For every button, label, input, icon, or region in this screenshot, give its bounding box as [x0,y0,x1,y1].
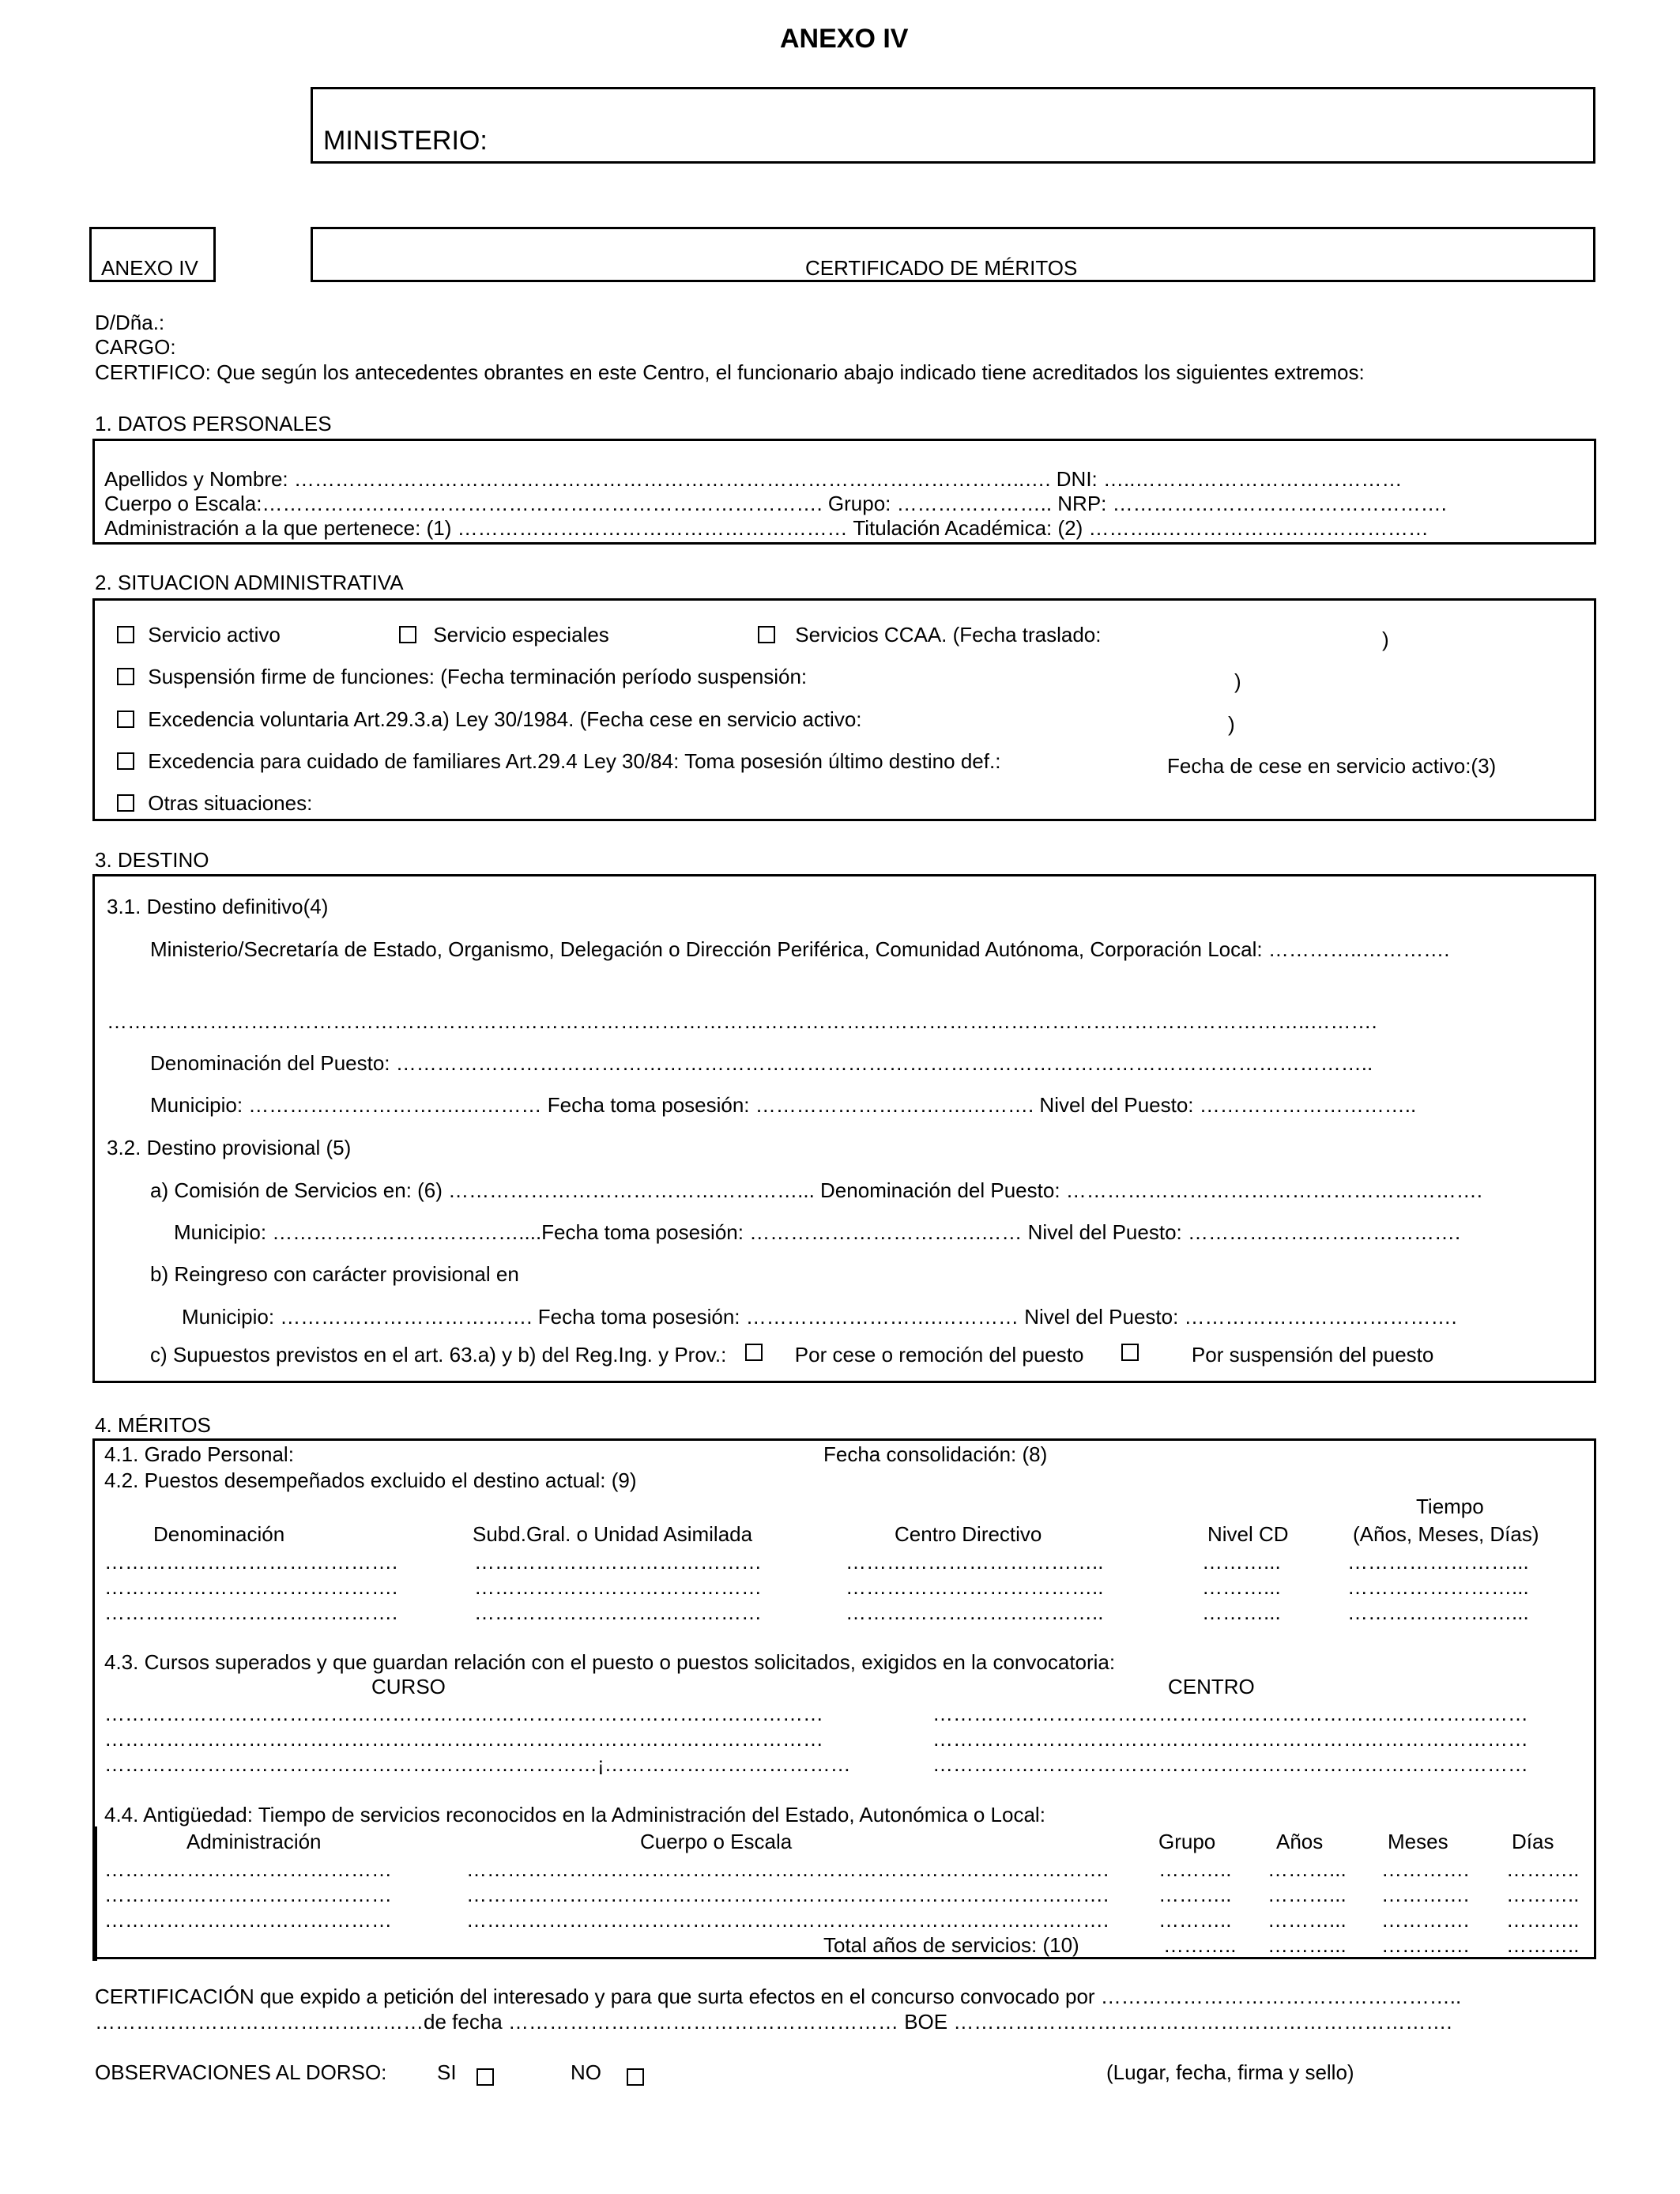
puestos-row-1-nivel[interactable]: ………... [1202,1550,1281,1574]
destino-provisional-heading: 3.2. Destino provisional (5) [107,1136,352,1159]
ant-row-3-dias[interactable]: ……….. [1506,1908,1580,1932]
comision-servicios-line[interactable]: a) Comisión de Servicios en: (6) ……………………………………………... Denominación del Puesto: ……………………………………………………. [150,1178,1483,1202]
servicios-ccaa-label: Servicios CCAA. (Fecha traslado: [795,623,1102,647]
centro-row-3[interactable]: …………………………………………………………………………… [932,1754,1528,1774]
destino-dots-line[interactable]: …………………………………………………………………………………………………………………………………………………………..………. [107,1011,1377,1031]
ministerio-organismo-line[interactable]: Ministerio/Secretaría de Estado, Organismo, Delegación o Dirección Periférica, Comunidad Autónoma, Corporación Local: …………..…………. [150,937,1450,961]
ant-row-2-cuerpo[interactable]: …………………………………………………………………………………. [466,1883,1109,1906]
section-3-heading: 3. DESTINO [95,848,209,872]
no-label: NO [571,2060,601,2084]
curso-row-3[interactable]: ………………………………………………………………¡……………………………… [104,1754,851,1774]
col-subd-gral: Subd.Gral. o Unidad Asimilada [473,1522,753,1546]
observaciones-label: OBSERVACIONES AL DORSO: [95,2060,387,2084]
centro-col-header: CENTRO [1168,1675,1255,1698]
puestos-row-1-tiempo[interactable]: ……………………... [1347,1550,1529,1574]
certificacion-line-2[interactable]: …………………………………………de fecha ………………………………………………… BOE ………………………………………………………………. [95,2010,1452,2034]
ant-row-1-anos[interactable]: ………... [1268,1857,1347,1881]
suspension-label: Suspensión firme de funciones: (Fecha terminación período suspensión: [148,665,808,688]
puestos-row-2-denominacion[interactable]: ……………………………………. [104,1575,398,1599]
apellidos-line[interactable]: Apellidos y Nombre: ……………………………………………………………………………………………..…. DNI: …..………………………………… [104,467,1403,491]
col-denominacion: Denominación [153,1522,285,1546]
por-cese-label: Por cese o remoción del puesto [794,1343,1084,1367]
si-label: SI [437,2060,457,2084]
no-checkbox[interactable] [627,2068,644,2086]
puestos-row-3-denominacion[interactable]: ……………………………………. [104,1600,398,1624]
curso-col-header: CURSO [371,1675,446,1698]
cargo-label: CARGO: [95,335,176,359]
por-suspension-label: Por suspensión del puesto [1191,1343,1434,1367]
puestos-row-3-subd[interactable]: …………………………………… [474,1600,762,1624]
anexo-label: ANEXO IV [101,256,198,280]
puestos-row-1-denominacion[interactable]: ……………………………………. [104,1550,398,1574]
cursos-heading: 4.3. Cursos superados y que guardan relación con el puesto o puestos solicitados, exigidos en la convocatoria: [104,1650,1116,1674]
ant-col-grupo: Grupo [1158,1830,1216,1853]
municipio-a-line[interactable]: Municipio: ………………………………....Fecha toma posesión: …………………………….…… Nivel del Puesto: …………………………………. [174,1220,1461,1244]
servicios-ccaa-checkbox[interactable] [758,626,775,643]
ant-row-2-administracion[interactable]: …………………………………… [104,1883,392,1906]
si-checkbox[interactable] [477,2068,494,2086]
servicio-especiales-label: Servicio especiales [433,623,609,647]
curso-row-1[interactable]: …………………………………………………………………………………………… [104,1703,823,1724]
certificado-box [311,227,1595,282]
puestos-row-3-nivel[interactable]: ………... [1202,1600,1281,1624]
ant-col-meses: Meses [1388,1830,1448,1853]
section-1-heading: 1. DATOS PERSONALES [95,412,332,435]
lugar-fecha-firma-label: (Lugar, fecha, firma y sello) [1106,2060,1354,2084]
ant-row-3-cuerpo[interactable]: …………………………………………………………………………………. [466,1908,1109,1932]
ant-col-anos: Años [1276,1830,1324,1853]
certifico-text: CERTIFICO: Que según los antecedentes obrantes en este Centro, el funcionario abajo indicado tiene acreditados los siguientes extremos: [95,360,1365,384]
servicio-especiales-checkbox[interactable] [399,626,416,643]
datos-personales-box [92,439,1596,545]
ant-row-3-anos[interactable]: ………... [1268,1908,1347,1932]
certificacion-line-1[interactable]: CERTIFICACIÓN que expido a petición del interesado y para que surta efectos en el concurso convocado por …………………………………………….. [95,1985,1462,2008]
municipio-b-line[interactable]: Municipio: ………………………………. Fecha toma posesión: ……………………….………… Nivel del Puesto: …………………………………. [182,1305,1457,1329]
ant-col-administracion: Administración [186,1830,322,1853]
reingreso-heading: b) Reingreso con carácter provisional en [150,1262,519,1286]
total-anos[interactable]: ………... [1268,1933,1347,1957]
ministerio-box[interactable] [311,87,1595,164]
ant-row-2-anos[interactable]: ………... [1268,1883,1347,1906]
administracion-line[interactable]: Administración a la que pertenece: (1) ………………………………………………… Titulación Académica: (2) ………..………………………………… [104,516,1429,540]
excedencia-familiares-option[interactable] [117,751,1000,771]
ant-col-cuerpo: Cuerpo o Escala [640,1830,793,1853]
col-centro-directivo: Centro Directivo [895,1522,1042,1546]
puestos-row-2-subd[interactable]: …………………………………… [474,1575,762,1599]
suspension-close-paren: ) [1234,669,1241,693]
excedencia-voluntaria-option[interactable] [117,709,862,729]
otras-situaciones-option[interactable] [117,793,312,813]
excedencia-voluntaria-label: Excedencia voluntaria Art.29.3.a) Ley 30/1984. (Fecha cese en servicio activo: [148,707,862,731]
otras-situaciones-checkbox[interactable] [117,794,134,812]
ant-row-2-meses[interactable]: …………. [1381,1883,1470,1906]
cuerpo-line[interactable]: Cuerpo o Escala:………………………………………………………………………. Grupo: ………………….. NRP: …………………………………………. [104,492,1447,515]
servicio-activo-option[interactable] [117,624,281,645]
ant-col-dias: Días [1512,1830,1554,1853]
por-cese-checkbox[interactable] [1121,1344,1139,1361]
col-tiempo-units: (Años, Meses, Días) [1353,1522,1539,1546]
total-dias[interactable]: ……….. [1506,1933,1580,1957]
centro-row-2[interactable]: …………………………………………………………………………… [932,1728,1528,1749]
antiguedad-left-rule [92,1826,97,1961]
puestos-row-2-nivel[interactable]: ………... [1202,1575,1281,1599]
puestos-row-1-centro[interactable]: ……………………………….. [846,1550,1104,1574]
page-title: ANEXO IV [780,24,909,54]
no-option[interactable] [627,2067,644,2087]
si-option[interactable] [477,2067,494,2087]
puestos-row-3-centro[interactable]: ……………………………….. [846,1600,1104,1624]
grado-personal-label: 4.1. Grado Personal: [104,1442,294,1466]
puestos-row-1-subd[interactable]: …………………………………… [474,1550,762,1574]
certificado-title: CERTIFICADO DE MÉRITOS [805,256,1078,280]
meritos-box [92,1438,1596,1959]
ant-row-1-cuerpo[interactable]: …………………………………………………………………………………. [466,1857,1109,1881]
destino-definitivo-heading: 3.1. Destino definitivo(4) [107,895,329,918]
suspension-option[interactable] [117,666,807,687]
puestos-desempenados-label: 4.2. Puestos desempeñados excluido el destino actual: (9) [104,1468,637,1492]
ant-row-1-meses[interactable]: …………. [1381,1857,1470,1881]
denominacion-puesto-line[interactable]: Denominación del Puesto: …………………………………………………………………………………………………………………………….. [150,1051,1373,1075]
servicio-activo-checkbox[interactable] [117,626,134,643]
ministerio-label: MINISTERIO: [323,126,488,156]
anexo-box [89,227,216,282]
curso-row-2[interactable]: …………………………………………………………………………………………… [104,1728,823,1749]
ccaa-close-paren: ) [1382,628,1389,651]
excedencia-close-paren: ) [1228,712,1235,736]
puestos-row-2-centro[interactable]: ……………………………….. [846,1575,1104,1599]
antiguedad-heading: 4.4. Antigüedad: Tiempo de servicios reconocidos en la Administración del Estado, Autonómica o Local: [104,1803,1045,1826]
servicio-activo-label: Servicio activo [148,623,281,647]
ant-row-3-grupo[interactable]: ……….. [1158,1908,1232,1932]
total-anos-label: Total años de servicios: (10) [823,1933,1079,1957]
ant-row-3-meses[interactable]: …………. [1381,1908,1470,1932]
total-meses[interactable]: …………. [1381,1933,1470,1957]
fecha-cese-label: Fecha de cese en servicio activo:(3) [1167,754,1497,778]
ant-row-1-grupo[interactable]: ……….. [1158,1857,1232,1881]
ant-row-2-dias[interactable]: ……….. [1506,1883,1580,1906]
col-nivel-cd: Nivel CD [1207,1522,1289,1546]
puestos-row-2-tiempo[interactable]: ……………………... [1347,1575,1529,1599]
suspension-checkbox[interactable] [117,668,134,685]
supuestos-checkbox[interactable] [745,1344,763,1361]
total-grupo[interactable]: ……….. [1163,1933,1237,1957]
otras-situaciones-label: Otras situaciones: [148,791,313,815]
municipio-line[interactable]: Municipio: ………………………….………… Fecha toma posesión: ………………………….………. Nivel del Puesto: ………………………….. [150,1093,1417,1117]
situacion-box [92,598,1596,821]
puestos-row-3-tiempo[interactable]: ……………………... [1347,1600,1529,1624]
ant-row-3-administracion[interactable]: …………………………………… [104,1908,392,1932]
ant-row-1-dias[interactable]: ……….. [1506,1857,1580,1881]
supuestos-label: c) Supuestos previstos en el art. 63.a) y b) del Reg.Ing. y Prov.: [150,1343,727,1367]
excedencia-voluntaria-checkbox[interactable] [117,711,134,728]
tiempo-header: Tiempo [1416,1495,1484,1518]
supuestos-row [150,1344,1433,1365]
servicio-especiales-option[interactable] [399,624,609,645]
section-2-heading: 2. SITUACION ADMINISTRATIVA [95,571,404,594]
fecha-consolidacion-label: Fecha consolidación: (8) [823,1442,1048,1466]
excedencia-familiares-label: Excedencia para cuidado de familiares Art.29.4 Ley 30/84: Toma posesión último destino def.: [148,749,1001,773]
centro-row-1[interactable]: …………………………………………………………………………… [932,1703,1528,1724]
excedencia-familiares-checkbox[interactable] [117,752,134,770]
section-4-heading: 4. MÉRITOS [95,1413,211,1437]
ant-row-2-grupo[interactable]: ……….. [1158,1883,1232,1906]
servicios-ccaa-option[interactable] [758,624,1101,645]
dona-label: D/Dña.: [95,311,165,334]
destino-box [92,874,1596,1383]
ant-row-1-administracion[interactable]: …………………………………… [104,1857,392,1881]
